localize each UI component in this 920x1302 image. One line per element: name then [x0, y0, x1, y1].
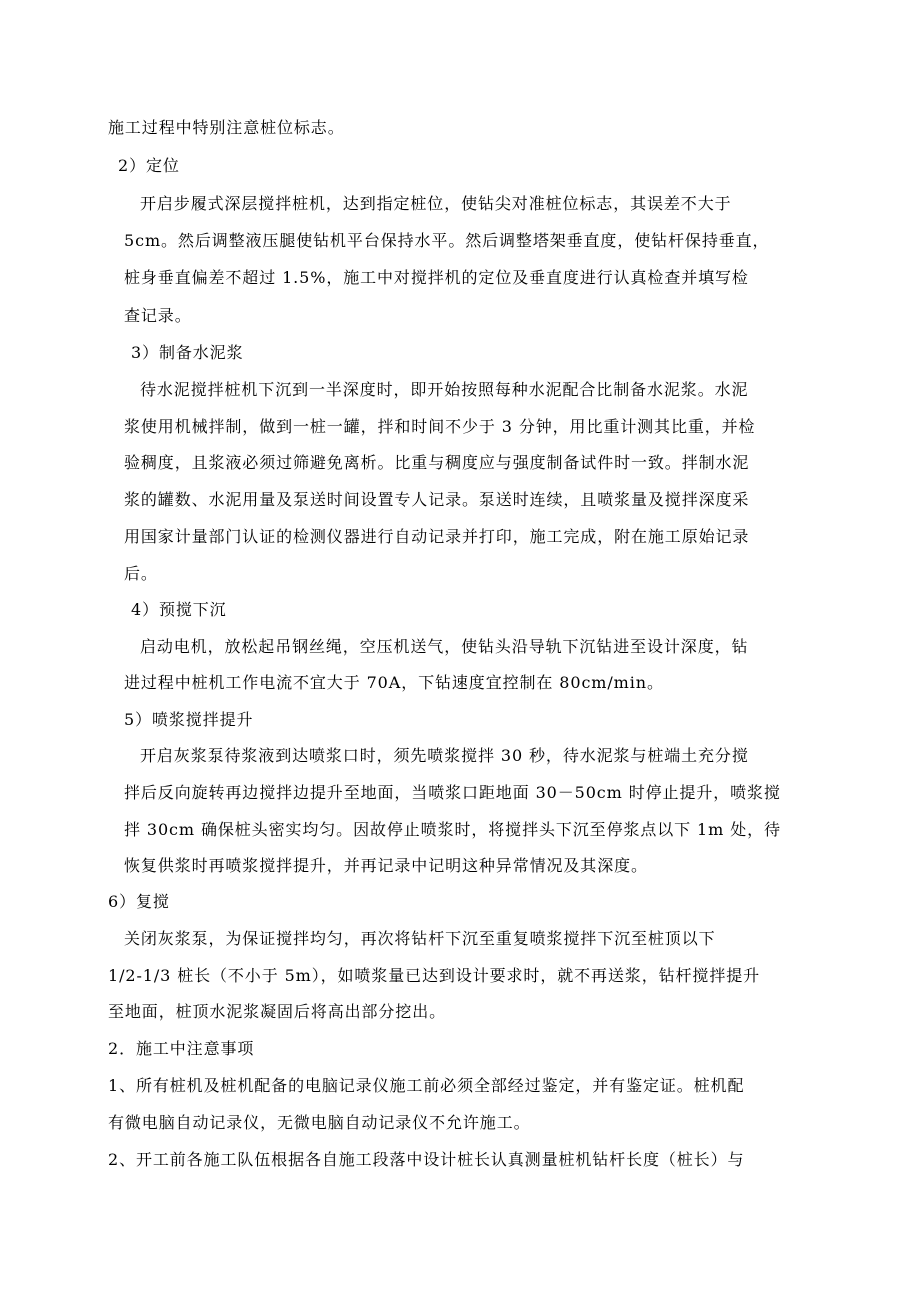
text-line: 恢复供浆时再喷浆搅拌提升，并再记录中记明这种异常情况及其深度。 [124, 856, 648, 875]
text-line: 进过程中桩机工作电流不宜大于 70A，下钻速度宜控制在 80cm/min。 [124, 673, 664, 692]
text-line: 后。 [124, 564, 158, 583]
text-line: 拌 30cm 确保桩头密实均匀。因故停止喷浆时，将搅拌头下沉至停浆点以下 1m 处，待 [124, 820, 781, 839]
text-line: 2、开工前各施工队伍根据各自施工段落中设计桩长认真测量桩机钻杆长度（桩长）与 [108, 1150, 745, 1169]
text-line: 待水泥搅拌桩机下沉到一半深度时，即开始按照每种水泥配合比制备水泥浆。水泥 [140, 380, 749, 399]
section-heading: 4）预搅下沉 [131, 600, 227, 619]
text-line: 开启步履式深层搅拌桩机，达到指定桩位，使钻尖对准桩位标志，其误差不大于 [140, 194, 732, 213]
section-heading: 5）喷浆搅拌提升 [124, 710, 254, 729]
text-line: 启动电机，放松起吊钢丝绳，空压机送气，使钻头沿导轨下沉钻进至设计深度，钻 [140, 637, 749, 656]
text-line: 查记录。 [124, 306, 192, 325]
text-line: 5cm。然后调整液压腿使钻机平台保持水平。然后调整塔架垂直度，使钻杆保持垂直， [124, 231, 770, 250]
text-line: 拌后反向旋转再边搅拌边提升至地面，当喷浆口距地面 30－50cm 时停止提升，喷浆搅 [124, 783, 781, 802]
text-line: 开启灰浆泵待浆液到达喷浆口时，须先喷浆搅拌 30 秒，待水泥浆与桩端土充分搅 [140, 746, 749, 765]
text-line: 浆的罐数、水泥用量及泵送时间设置专人记录。泵送时连续，且喷浆量及搅拌深度采 [124, 490, 750, 509]
text-line: 有微电脑自动记录仪，无微电脑自动记录仪不允许施工。 [108, 1113, 531, 1132]
text-line: 关闭灰浆泵，为保证搅拌均匀，再次将钻杆下沉至重复喷浆搅拌下沉至桩顶以下 [124, 929, 716, 948]
section-heading: 3）制备水泥浆 [131, 343, 244, 362]
section-heading: 2．施工中注意事项 [108, 1039, 255, 1058]
text-line: 用国家计量部门认证的检测仪器进行自动记录并打印，施工完成，附在施工原始记录 [124, 527, 750, 546]
text-line: 验稠度，且浆液必须过筛避免离析。比重与稠度应与强度制备试件时一致。拌制水泥 [124, 453, 750, 472]
text-line: 至地面，桩顶水泥浆凝固后将高出部分挖出。 [108, 1002, 447, 1021]
section-heading: 2）定位 [118, 156, 180, 175]
text-line: 桩身垂直偏差不超过 1.5%，施工中对搅拌机的定位及垂直度进行认真检查并填写检 [124, 268, 749, 287]
text-line: 浆使用机械拌制，做到一桩一罐，拌和时间不少于 3 分钟，用比重计测其比重，并检 [124, 417, 756, 436]
text-line: 1/2-1/3 桩长（不小于 5m），如喷浆量已达到设计要求时，就不再送浆，钻杆搅拌提升 [108, 966, 761, 985]
text-line: 施工过程中特别注意桩位标志。 [108, 118, 345, 137]
section-heading: 6）复搅 [108, 892, 170, 911]
text-line: 1、所有桩机及桩机配备的电脑记录仪施工前必须全部经过鉴定，并有鉴定证。桩机配 [108, 1076, 745, 1095]
